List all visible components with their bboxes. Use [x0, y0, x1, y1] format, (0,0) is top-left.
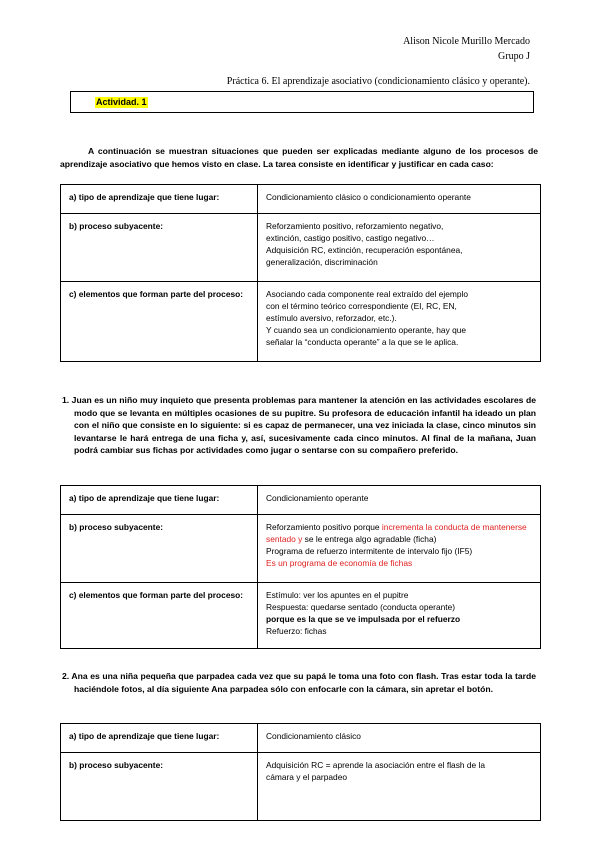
case1-row-c-label: c) elementos que forman parte del proceso: [61, 583, 258, 649]
case1-row-b-highlight-line: Es un programa de economía de fichas [266, 558, 413, 568]
case1-row-b-text: Reforzamiento positivo porque [266, 522, 382, 532]
case2-row-b-value [258, 753, 541, 821]
template-table [60, 184, 541, 362]
activity-label: Actividad. 1 [96, 97, 147, 107]
case1-table [60, 485, 541, 649]
template-row-c-line: con el término teórico correspondiente (EI, RC, EN, [266, 301, 457, 311]
case1-row-c-value [258, 583, 541, 649]
case2-row-a-label: a) tipo de aprendizaje que tiene lugar: [61, 724, 258, 753]
template-row-c-line: estímulo aversivo, reforzador, etc.). [266, 313, 397, 323]
case2-paragraph: 2. Ana es una niña pequeña que parpadea cada vez que su papá le toma una foto con flash. Tras estar toda la tarde haciéndole fotos, al día siguiente Ana parpadea sólo con enfocarle con la cámara, sin apretar el botón. [62, 671, 536, 694]
template-row-c-line: señalar la “conducta operante” a la que se le aplica. [266, 337, 459, 347]
case1-row-c-line: porque es la que se ve impulsada por el refuerzo [266, 614, 461, 624]
author-name: Alison Nicole Murillo Mercado [403, 36, 530, 47]
case1-row-a-label: a) tipo de aprendizaje que tiene lugar: [61, 486, 258, 515]
activity-box [70, 91, 534, 113]
case2-row-b-line: Adquisición RC = aprende la asociación entre el flash de la [266, 760, 486, 770]
group-label: Grupo J [498, 51, 530, 62]
template-row-b-value [258, 214, 541, 282]
template-row-b-line: generalización, discriminación [266, 257, 378, 267]
case1-row-c-line: Estímulo: ver los apuntes en el pupitre [266, 590, 409, 600]
case1-row-b-line: Programa de refuerzo intermitente de intervalo fijo (IF5) [266, 546, 473, 556]
template-row-c-value [258, 282, 541, 362]
case2-row-a-value: Condicionamiento clásico [258, 724, 541, 753]
case2-table [60, 723, 541, 821]
template-row-a-value: Condicionamiento clásico o condicionamiento operante [258, 185, 541, 214]
case1-row-c-line: Refuerzo: fichas [266, 626, 327, 636]
template-row-b-line: Adquisición RC, extinción, recuperación espontánea, [266, 245, 463, 255]
template-row-b-label: b) proceso subyacente: [61, 214, 258, 282]
case2-row-b-label: b) proceso subyacente: [61, 753, 258, 821]
template-row-c-line: Y cuando sea un condicionamiento operante, hay que [266, 325, 467, 335]
case2-row-b-line: cámara y el parpadeo [266, 772, 348, 782]
case1-row-c-line: Respuesta: quedarse sentado (conducta operante) [266, 602, 456, 612]
case1-paragraph: 1. Juan es un niño muy inquieto que presenta problemas para mantener la atención en las actividades escolares de modo que se levanta en múltiples ocasiones de su pupitre. Su profesora de educación infantil ha ideado un plan con el niño que consiste en lo siguiente: si es capaz de permanecer, una vez iniciada la clase, cinco minutos sin levantarse le hará entrega de una ficha y, así, sucesivamente cada cinco minutos. Al final de la mañana, Juan podrá cambiar sus fichas por actividades como jugar o sentarse con su compañero preferido. [62, 395, 536, 455]
template-row-c-label: c) elementos que forman parte del proceso: [61, 282, 258, 362]
template-row-b-line: extinción, castigo positivo, castigo negativo… [266, 233, 435, 243]
case1-row-b-value [258, 515, 541, 583]
intro-paragraph: A continuación se muestran situaciones que pueden ser explicadas mediante alguno de los procesos de aprendizaje asociativo que hemos visto en clase. La tarea consiste en identificar y justificar en cada caso: [60, 146, 538, 169]
template-row-c-line: Asociando cada componente real extraído del ejemplo [266, 289, 469, 299]
case1-row-b-highlight: incrementa la conducta de mantenerse sentado y [266, 522, 527, 544]
case1-row-b-text: se le entrega algo agradable (ficha) [302, 534, 437, 544]
case1-row-b-label: b) proceso subyacente: [61, 515, 258, 583]
practice-title: Práctica 6. El aprendizaje asociativo (condicionamiento clásico y operante). [226, 76, 530, 87]
case1-row-a-value: Condicionamiento operante [258, 486, 541, 515]
template-row-a-label: a) tipo de aprendizaje que tiene lugar: [61, 185, 258, 214]
template-row-b-line: Reforzamiento positivo, reforzamiento negativo, [266, 221, 444, 231]
